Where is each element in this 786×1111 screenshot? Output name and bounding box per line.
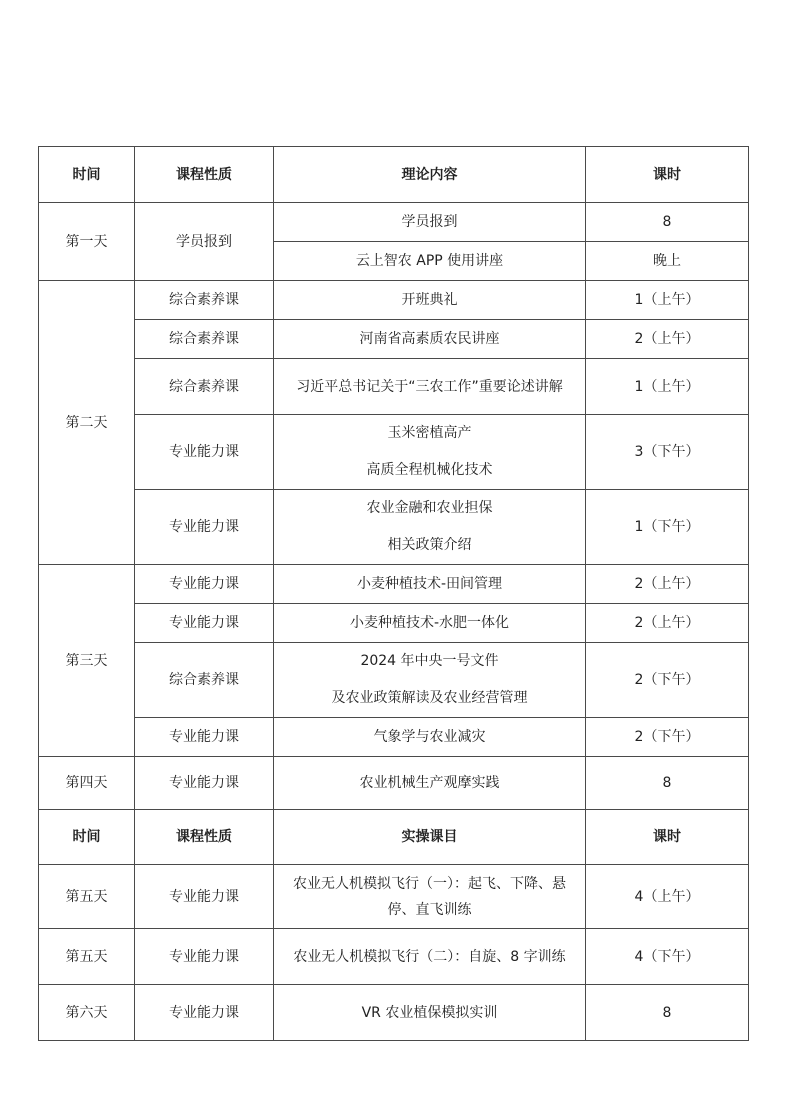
content-line: 农业无人机模拟飞行（一）：起飞、下降、悬 [293,875,566,892]
content-line: 农业金融和农业担保 [366,500,493,516]
course-nature: 专业能力课 [135,757,274,810]
table-row [39,281,749,320]
course-nature: 综合素养课 [135,359,274,415]
course-content: 小麦种植技术-水肥一体化 [274,604,586,643]
header-content: 理论内容 [274,147,586,203]
course-nature: 专业能力课 [135,490,274,565]
table-row [39,415,749,490]
header-hours: 课时 [586,810,749,865]
content-line: 玉米密植高产 [387,425,472,441]
table-header-row [39,810,749,865]
day-label: 第四天 [39,757,135,810]
course-content: 农业无人机模拟飞行（二）：自旋、8 字训练 [274,929,586,985]
course-nature: 综合素养课 [135,281,274,320]
course-nature: 专业能力课 [135,929,274,985]
course-hours: 2（上午） [586,320,749,359]
course-hours: 1（下午） [586,490,749,565]
course-hours: 2（上午） [586,565,749,604]
table-row [39,490,749,565]
course-nature: 专业能力课 [135,718,274,757]
course-hours: 1（上午） [586,359,749,415]
content-line: 2024 年中央一号文件 [360,653,499,669]
day-label: 第一天 [39,203,135,281]
header-hours: 课时 [586,147,749,203]
course-content: 云上智农 APP 使用讲座 [274,242,586,281]
schedule-table [38,146,749,1041]
day-label: 第六天 [39,985,135,1041]
table-row [39,757,749,810]
course-hours: 2（上午） [586,604,749,643]
table-header-row [39,147,749,203]
course-nature: 综合素养课 [135,643,274,718]
day-label: 第二天 [39,281,135,565]
course-content: VR 农业植保模拟实训 [274,985,586,1041]
table-row [39,320,749,359]
course-content [274,643,586,718]
table-row [39,985,749,1041]
day-label: 第五天 [39,929,135,985]
table-row [39,203,749,242]
course-content: 学员报到 [274,203,586,242]
course-content: 开班典礼 [274,281,586,320]
course-hours: 8 [586,757,749,810]
table-row [39,359,749,415]
content-line: 高质全程机械化技术 [366,462,493,478]
course-hours: 8 [586,203,749,242]
course-hours: 8 [586,985,749,1041]
course-content: 气象学与农业减灾 [274,718,586,757]
course-nature: 综合素养课 [135,320,274,359]
course-content [274,865,586,929]
course-hours: 2（下午） [586,718,749,757]
table-row [39,565,749,604]
header-nature: 课程性质 [135,147,274,203]
header-time: 时间 [39,147,135,203]
course-nature: 专业能力课 [135,985,274,1041]
course-nature: 专业能力课 [135,415,274,490]
course-content: 小麦种植技术-田间管理 [274,565,586,604]
course-hours: 晚上 [586,242,749,281]
table-row [39,929,749,985]
day-label: 第五天 [39,865,135,929]
course-content [274,415,586,490]
content-line: 停、直飞训练 [387,901,472,918]
table-row [39,643,749,718]
course-hours: 1（上午） [586,281,749,320]
course-content [274,490,586,565]
course-content: 河南省高素质农民讲座 [274,320,586,359]
content-line: 相关政策介绍 [387,537,472,553]
course-content: 习近平总书记关于“三农工作”重要论述讲解 [274,359,586,415]
header-time: 时间 [39,810,135,865]
course-nature: 专业能力课 [135,865,274,929]
course-content: 农业机械生产观摩实践 [274,757,586,810]
course-hours: 4（下午） [586,929,749,985]
table-row [39,604,749,643]
table-row [39,865,749,929]
header-nature: 课程性质 [135,810,274,865]
course-nature: 专业能力课 [135,565,274,604]
day-label: 第三天 [39,565,135,757]
course-hours: 3（下午） [586,415,749,490]
header-content: 实操课目 [274,810,586,865]
course-hours: 2（下午） [586,643,749,718]
content-line: 及农业政策解读及农业经营管理 [331,690,528,706]
course-nature: 专业能力课 [135,604,274,643]
course-hours: 4（上午） [586,865,749,929]
course-nature: 学员报到 [135,203,274,281]
table-row [39,718,749,757]
